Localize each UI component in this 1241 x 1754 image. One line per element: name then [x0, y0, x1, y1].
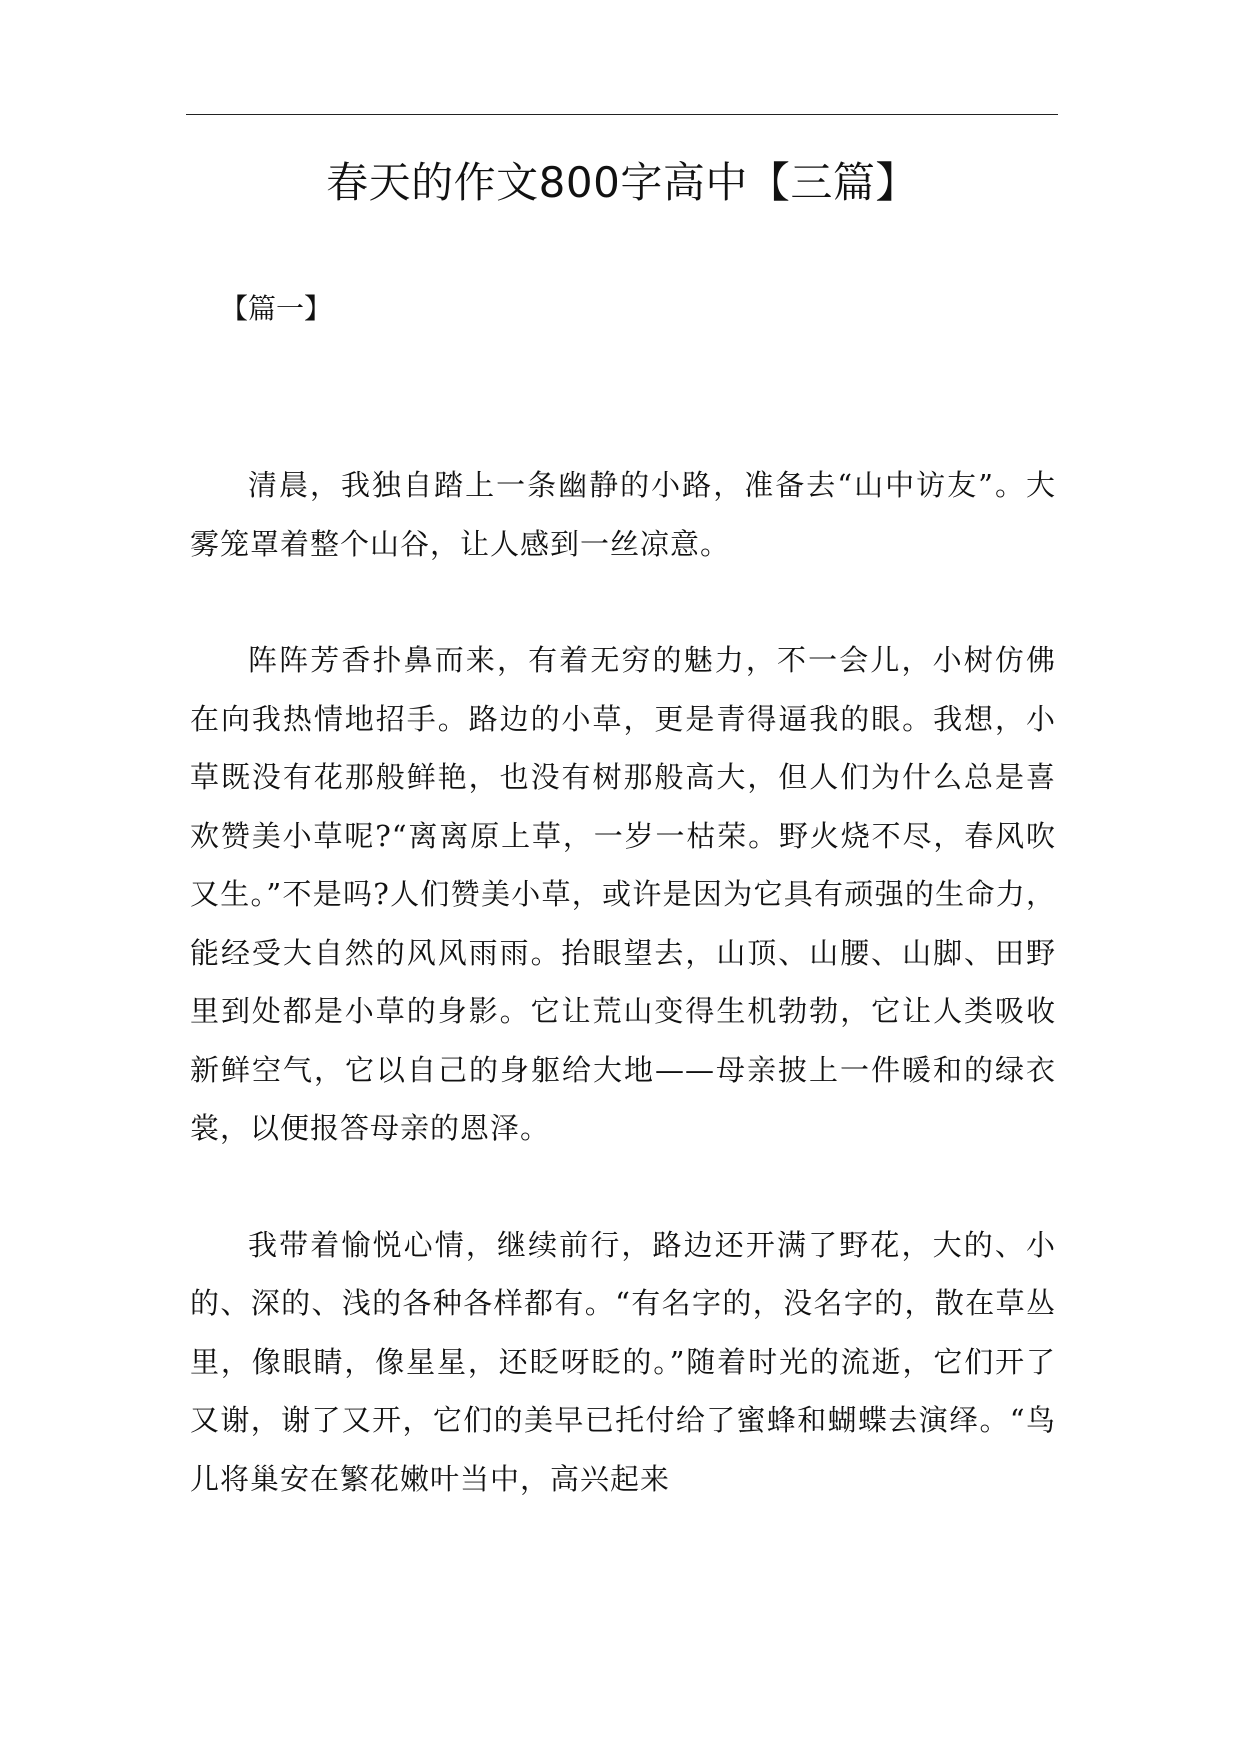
paragraph-3: 我带着愉悦心情，继续前行，路边还开满了野花，大的、小的、深的、浅的各种各样都有。“有名字的，没名字的，散在草丛里，像眼睛，像星星，还眨呀眨的。”随着时光的流逝，它们开了又谢，谢了又开，它们的美早已托付给了蜜蜂和蝴蝶去演绎。“鸟儿将巢安在繁花嫩叶当中，高兴起来 [190, 1227, 1056, 1496]
section-heading: 【篇一】 [220, 292, 333, 325]
page-title: 春天的作文800字高中【三篇】 [326, 158, 918, 207]
body-text [190, 456, 1056, 1508]
header-rule [186, 114, 1058, 115]
paragraph-1: 清晨，我独自踏上一条幽静的小路，准备去“山中访友”。大雾笼罩着整个山谷，让人感到一丝凉意。 [190, 468, 1056, 561]
paragraph-2: 阵阵芳香扑鼻而来，有着无穷的魅力，不一会儿，小树仿佛在向我热情地招手。路边的小草，更是青得逼我的眼。我想，小草既没有花那般鲜艳，也没有树那般高大，但人们为什么总是喜欢赞美小草呢?“离离原上草，一岁一枯荣。野火烧不尽，春风吹又生。”不是吗?人们赞美小草，或许是因为它具有顽强的生命力，能经受大自然的风风雨雨。抬眼望去，山顶、山腰、山脚、田野里到处都是小草的身影。它让荒山变得生机勃勃，它让人类吸收新鲜空气，它以自己的身躯给大地——母亲披上一件暖和的绿衣裳，以便报答母亲的恩泽。 [190, 643, 1056, 1145]
